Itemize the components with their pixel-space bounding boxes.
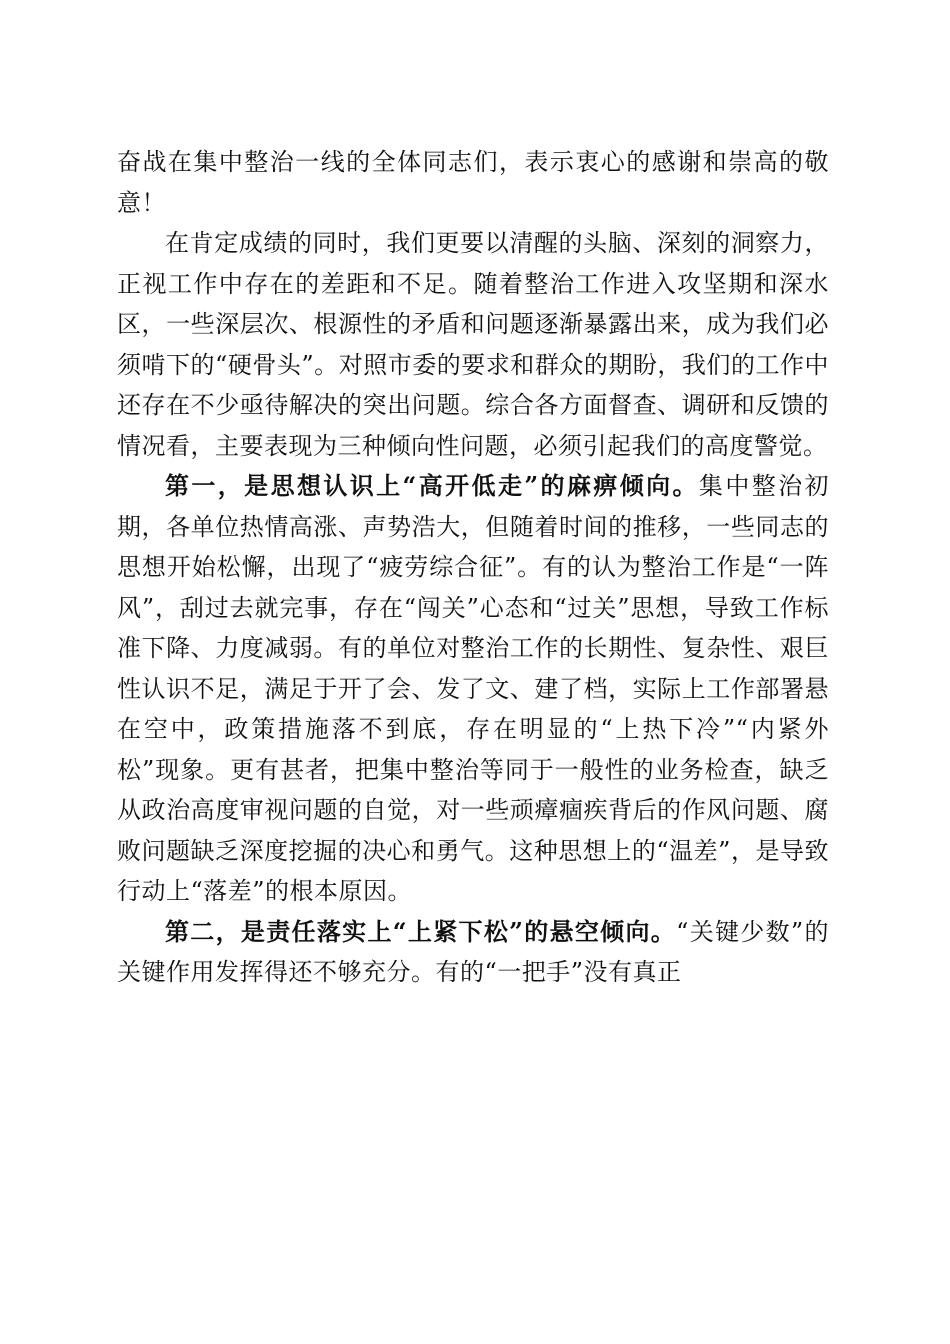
paragraph-3 (117, 466, 829, 912)
paragraph-4-text: “关键少数”的关键作用发挥得还不够充分。有的“一把手”没有真正 (117, 917, 830, 986)
paragraph-3-text: 集中整治初期，各单位热情高涨、声势浩大，但随着时间的推移，一些同志的思想开始松懈，出现了“疲劳综合征”。有的认为整治工作是“一阵风”，刮过去就完事，存在“闯关”心态和“过关”思想，导致工作标准下降、力度减弱。有的单位对整治工作的长期性、复杂性、艰巨性认识不足，满足于开了会、发了文、建了档，实际上工作部署悬在空中，政策措施落不到底，存在明显的“上热下冷”“内紧外松”现象。更有甚者，把集中整治等同于一般性的业务检查，缺乏从政治高度审视问题的自觉，对一些顽瘴痼疾背后的作风问题、腐败问题缺乏深度挖掘的决心和勇气。这种思想上的“温差”，是导致行动上“落差”的根本原因。 (117, 472, 830, 905)
paragraph-4 (117, 912, 829, 993)
paragraph-1 (117, 142, 829, 223)
paragraph-2 (117, 223, 829, 466)
paragraph-1-text: 奋战在集中整治一线的全体同志们，表示衷心的感谢和崇高的敬意！ (117, 148, 829, 217)
paragraph-4-lead: 第二，是责任落实上“上紧下松”的悬空倾向。 (165, 916, 677, 946)
paragraph-3-lead: 第一，是思想认识上“高开低走”的麻痹倾向。 (165, 471, 699, 500)
paragraph-2-text: 在肯定成绩的同时，我们更要以清醒的头脑、深刻的洞察力，正视工作中存在的差距和不足。随着整治工作进入攻坚期和深水区，一些深层次、根源性的矛盾和问题逐渐暴露出来，成为我们必须啃下的“硬骨头”。对照市委的要求和群众的期盼，我们的工作中还存在不少亟待解决的突出问题。综合各方面督查、调研和反馈的情况看，主要表现为三种倾向性问题，必须引起我们的高度警觉。 (117, 229, 829, 460)
document-body (117, 142, 829, 993)
